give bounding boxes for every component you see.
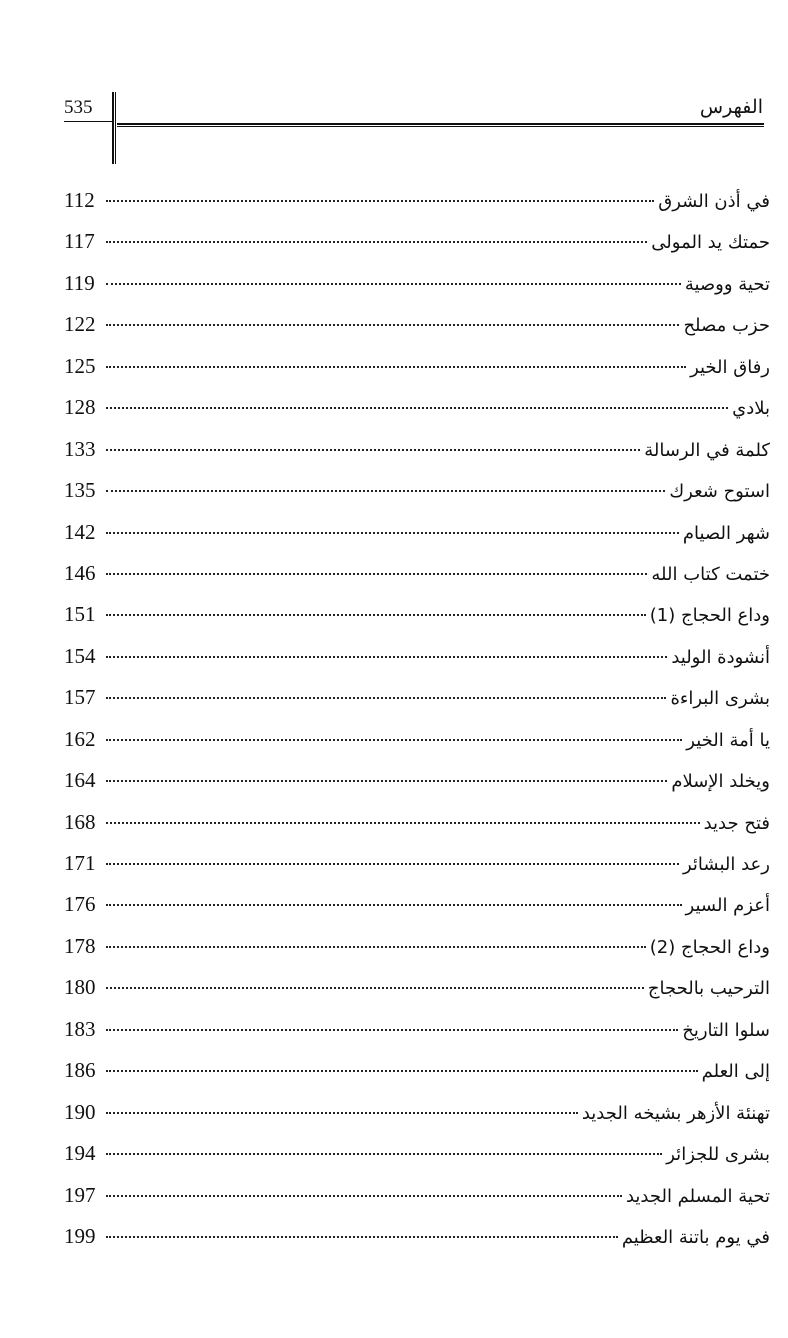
toc-entry-page: 128 <box>64 395 96 420</box>
toc-entry <box>64 967 770 1008</box>
toc-entry-title: رعد البشائر <box>682 854 770 875</box>
dot-leader <box>106 862 679 865</box>
toc-entry <box>64 304 770 345</box>
toc-entry-title: رفاق الخير <box>690 356 770 378</box>
toc-entry <box>64 884 770 925</box>
dot-leader <box>106 986 644 989</box>
toc-entry-title: فتح جديد <box>703 812 770 834</box>
toc-entry-page: 125 <box>64 353 96 378</box>
toc-entry <box>64 221 770 262</box>
toc-entry <box>64 677 770 718</box>
toc-entry-title: استوح شعرك <box>669 481 770 503</box>
table-of-contents <box>64 180 770 1257</box>
toc-entry-title: تهنئة الأزهر بشيخه الجديد <box>581 1102 770 1124</box>
dot-leader <box>106 1111 578 1114</box>
toc-entry <box>64 346 770 387</box>
toc-entry-page: 151 <box>64 602 96 627</box>
toc-entry <box>64 1009 770 1050</box>
toc-entry <box>64 512 770 553</box>
toc-entry-page: 180 <box>64 975 96 1000</box>
dot-leader <box>106 1152 662 1155</box>
toc-entry-page: 142 <box>64 519 96 544</box>
toc-entry-title: حزب مصلح <box>683 315 770 337</box>
toc-entry-title: تحية ووصية <box>684 273 770 295</box>
vertical-rule <box>112 92 116 164</box>
toc-entry <box>64 470 770 511</box>
dot-leader <box>106 1069 698 1072</box>
toc-entry <box>64 636 770 677</box>
toc-entry-page: 112 <box>64 188 95 212</box>
toc-entry-title: أعزم السير <box>685 895 770 917</box>
toc-entry-title: بلادي <box>732 398 770 420</box>
toc-entry-page: 154 <box>64 643 96 668</box>
toc-entry <box>64 760 770 801</box>
toc-entry-page: 197 <box>64 1182 96 1207</box>
toc-entry-page: 117 <box>64 229 95 254</box>
toc-entry <box>64 180 770 221</box>
toc-entry-page: 146 <box>64 560 96 585</box>
dot-leader <box>106 1194 622 1197</box>
dot-leader <box>106 323 679 326</box>
toc-entry-title: شهر الصيام <box>682 522 770 544</box>
dot-leader <box>106 1235 618 1238</box>
toc-entry-title: في يوم باتنة العظيم <box>621 1226 770 1248</box>
toc-entry-title: الترحيب بالحجاج <box>647 978 770 1000</box>
toc-entry-page: 171 <box>64 851 96 875</box>
dot-leader <box>106 365 686 368</box>
dot-leader <box>106 199 654 202</box>
dot-leader <box>106 738 682 741</box>
dot-leader <box>106 572 647 575</box>
dot-leader <box>106 655 667 658</box>
toc-entry <box>64 926 770 967</box>
toc-entry <box>64 429 770 470</box>
toc-entry <box>64 1175 770 1216</box>
dot-leader <box>106 613 646 616</box>
dot-leader <box>106 406 728 409</box>
dot-leader <box>106 489 665 492</box>
toc-entry-page: 122 <box>64 312 96 337</box>
toc-entry-page: 176 <box>64 892 96 917</box>
page-number: 535 <box>64 97 93 118</box>
toc-entry <box>64 1050 770 1091</box>
toc-entry-page: 194 <box>64 1141 96 1166</box>
dot-leader <box>106 945 646 948</box>
toc-entry-title: أنشودة الوليد <box>671 646 770 668</box>
dot-leader <box>106 448 640 451</box>
toc-entry-page: 164 <box>64 768 96 793</box>
toc-entry <box>64 1216 770 1257</box>
toc-entry <box>64 594 770 635</box>
toc-entry <box>64 263 770 304</box>
dot-leader <box>106 240 647 243</box>
toc-entry <box>64 1133 770 1174</box>
toc-entry-page: 135 <box>64 478 96 503</box>
toc-entry-page: 183 <box>64 1016 96 1041</box>
toc-entry-title: إلى العلم <box>701 1061 770 1083</box>
dot-leader <box>106 531 679 534</box>
header-rule <box>117 123 764 127</box>
toc-entry <box>64 719 770 760</box>
toc-entry-title: وداع الحجاج (2) <box>649 936 770 958</box>
toc-entry <box>64 1092 770 1133</box>
toc-entry-page: 199 <box>64 1223 96 1248</box>
toc-entry-title: بشرى البراءة <box>670 688 770 710</box>
toc-entry <box>64 802 770 843</box>
toc-entry <box>64 843 770 884</box>
toc-entry-title: حمتك يد المولى <box>651 232 770 254</box>
page-number-underline <box>64 121 112 122</box>
toc-entry-title: سلوا التاريخ <box>682 1019 770 1041</box>
toc-entry-title: يا أمة الخير <box>686 729 770 751</box>
toc-entry-title: وداع الحجاج (1) <box>649 605 770 627</box>
toc-entry <box>64 387 770 428</box>
dot-leader <box>106 1028 678 1031</box>
running-head: الفهرس <box>699 96 763 118</box>
toc-entry-page: 168 <box>64 809 96 834</box>
dot-leader <box>106 779 667 782</box>
toc-entry-title: ويخلد الإسلام <box>671 771 770 793</box>
toc-entry-title: تحية المسلم الجديد <box>625 1185 770 1207</box>
toc-entry-title: ختمت كتاب الله <box>651 563 770 585</box>
toc-entry-page: 190 <box>64 1099 96 1124</box>
toc-entry-title: كلمة في الرسالة <box>644 439 770 461</box>
toc-entry-title: في أذن الشرق <box>658 191 770 212</box>
dot-leader <box>106 821 700 824</box>
dot-leader <box>106 696 666 699</box>
toc-entry-page: 133 <box>64 436 96 461</box>
toc-entry-page: 186 <box>64 1058 96 1083</box>
toc-entry-page: 119 <box>64 270 95 295</box>
dot-leader <box>106 903 682 906</box>
toc-entry-page: 157 <box>64 685 96 710</box>
toc-entry-page: 178 <box>64 933 96 958</box>
toc-entry-page: 162 <box>64 726 96 751</box>
dot-leader <box>106 282 681 285</box>
toc-entry <box>64 553 770 594</box>
toc-entry-title: بشرى للجزائر <box>666 1144 770 1166</box>
